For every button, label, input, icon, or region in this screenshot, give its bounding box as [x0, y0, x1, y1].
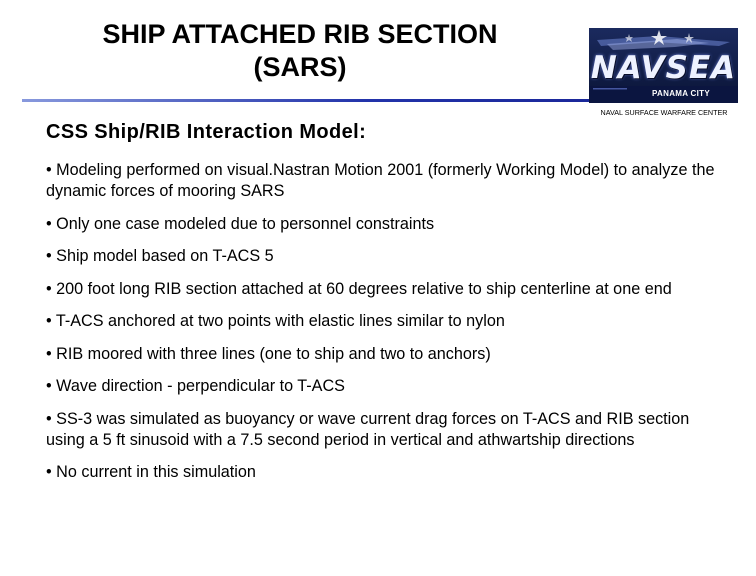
logo-center-name: NAVAL SURFACE WARFARE CENTER	[600, 108, 728, 117]
bullet-list	[46, 160, 718, 495]
bullet-item: • RIB moored with three lines (one to ship and two to anchors)	[46, 344, 491, 363]
slide-title-line-2: (SARS)	[253, 52, 347, 82]
bullet-item: • 200 foot long RIB section attached at 60 degrees relative to ship centerline at one end	[46, 279, 672, 298]
bullet-item: • Only one case modeled due to personnel constraints	[46, 214, 435, 233]
bullet-item: • Wave direction - perpendicular to T-ACS	[46, 377, 345, 395]
logo-wordmark: NAVSEA	[590, 50, 737, 86]
title-divider	[22, 99, 596, 102]
bullet-item: • No current in this simulation	[46, 463, 256, 481]
bullet-item: • Modeling performed on visual.Nastran Motion 2001 (formerly Working Model) to analyze the dynamic forces of mooring SARS	[46, 161, 715, 200]
slide-title-line-1: SHIP ATTACHED RIB SECTION	[102, 19, 498, 49]
logo-city: PANAMA CITY	[652, 89, 710, 98]
bullet-item: • T-ACS anchored at two points with elastic lines similar to nylon	[46, 312, 505, 330]
bullet-item: • SS-3 was simulated as buoyancy or wave current drag forces on T-ACS and RIB section using a 5 ft sinusoid with a 7.5 second period in vertical and athwartship directions	[46, 409, 690, 449]
navsea-logo	[589, 28, 738, 103]
section-heading: CSS Ship/RIB Interaction Model:	[46, 121, 367, 143]
slide-title	[30, 18, 570, 84]
bullet-item: • Ship model based on T-ACS 5	[46, 247, 274, 265]
